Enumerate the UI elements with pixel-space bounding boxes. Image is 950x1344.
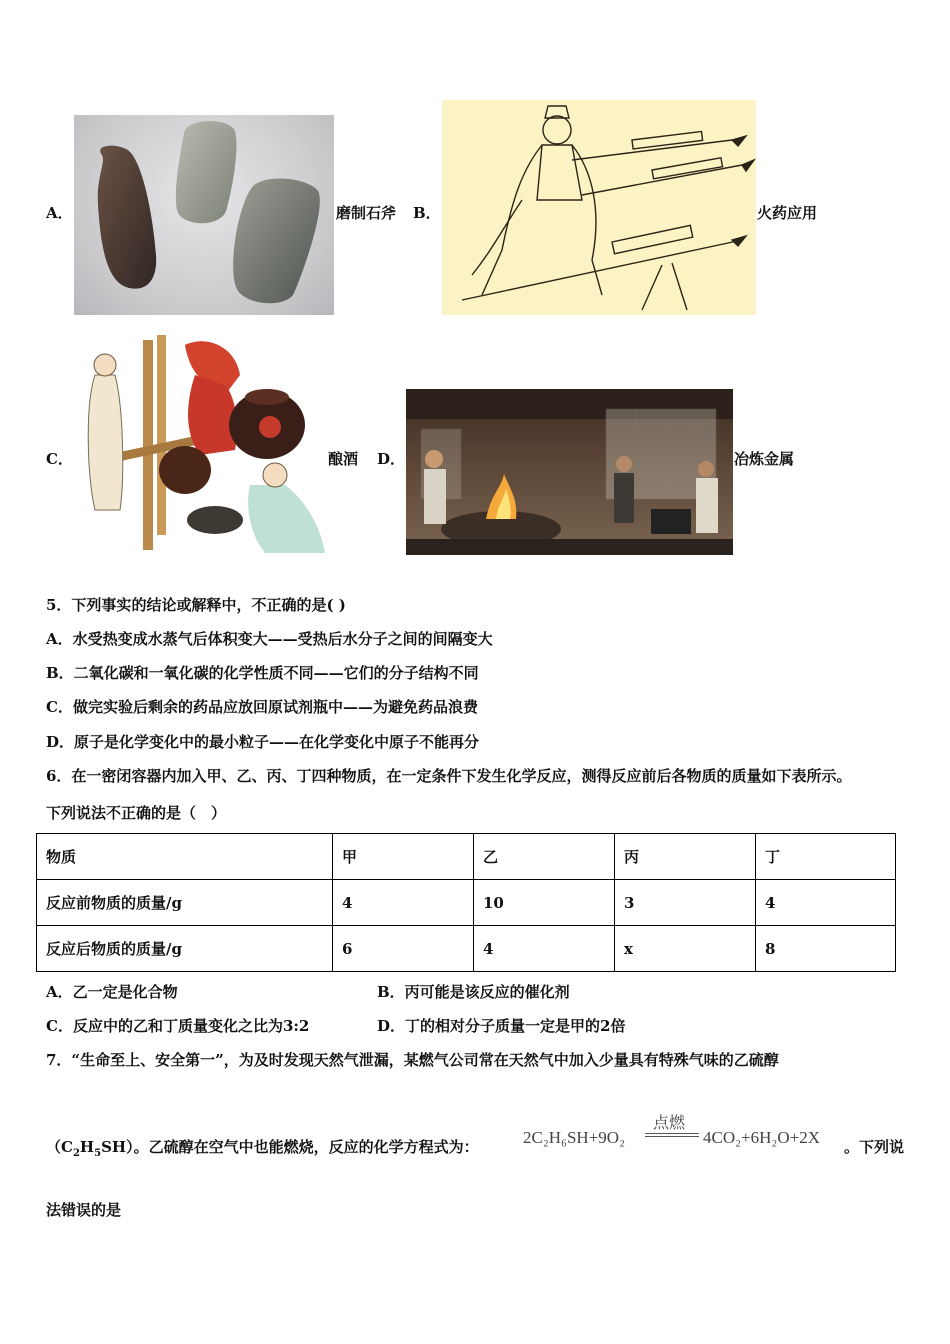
q6-stem-line1: 6．在一密闭容器内加入甲、乙、丙、丁四种物质，在一定条件下发生化学反应，测得反应前后各物质的质量如下表所示。 bbox=[46, 767, 852, 785]
gunpowder-rockets-drawing bbox=[442, 100, 756, 315]
table-cell: 3 bbox=[615, 880, 756, 926]
table-cell: 物质 bbox=[37, 834, 333, 880]
q5-stem: 5．下列事实的结论或解释中，不正确的是( ) bbox=[46, 596, 346, 614]
table-cell: 甲 bbox=[333, 834, 474, 880]
q6-option-c: C．反应中的乙和丁质量变化之比为3:2 bbox=[46, 1017, 310, 1035]
table-row bbox=[37, 926, 896, 972]
q7-stem-line2-text: 。乙硫醇在空气中也能燃烧，反应的化学方程式为： bbox=[133, 1138, 479, 1156]
table-cell: 丁 bbox=[756, 834, 896, 880]
table-cell: 乙 bbox=[474, 834, 615, 880]
metal-smelting-photo bbox=[406, 389, 733, 555]
ethanethiol-formula: $(C_2H_5SH)$ bbox=[46, 1138, 134, 1159]
table-cell: 丙 bbox=[615, 834, 756, 880]
option-b-label: 火药应用 bbox=[757, 204, 818, 222]
option-a-label: 磨制石斧 bbox=[336, 204, 397, 222]
table-cell: x bbox=[615, 926, 756, 972]
q6-option-b: B．丙可能是该反应的催化剂 bbox=[377, 983, 570, 1001]
q5-option-d: D．原子是化学变化中的最小粒子——在化学变化中原子不能再分 bbox=[46, 733, 480, 751]
q6-option-d: D．丁的相对分子质量一定是甲的2倍 bbox=[377, 1017, 626, 1035]
option-b-letter: B． bbox=[413, 204, 441, 222]
q5-option-a: A．水受热变成水蒸气后体积变大——受热后水分子之间的间隔变大 bbox=[46, 630, 493, 648]
table-cell: 8 bbox=[756, 926, 896, 972]
wine-brewing-drawing bbox=[75, 335, 330, 555]
q6-option-a: A．乙一定是化合物 bbox=[46, 983, 178, 1001]
table-cell: 反应后物质的质量/g bbox=[37, 926, 333, 972]
option-d-letter: D． bbox=[377, 450, 406, 468]
q7-stem-line2 bbox=[46, 1136, 479, 1159]
table-header-row bbox=[37, 834, 896, 880]
stone-axes-photo bbox=[74, 115, 334, 315]
option-c-letter: C． bbox=[46, 450, 73, 468]
q6-stem-line2: 下列说法不正确的是（ ） bbox=[46, 804, 227, 822]
table-cell: 反应前物质的质量/g bbox=[37, 880, 333, 926]
table-cell: 6 bbox=[333, 926, 474, 972]
q7-stem-line1: 7．“生命至上、安全第一”，为及时发现天然气泄漏，某燃气公司常在天然气中加入少量具有特殊气味的乙硫醇 bbox=[46, 1051, 779, 1069]
q7-stem-line3: 法错误的是 bbox=[46, 1201, 122, 1219]
q5-option-c: C．做完实验后剩余的药品应放回原试剂瓶中——为避免药品浪费 bbox=[46, 698, 478, 716]
q7-stem-line2-tail: 。下列说 bbox=[844, 1138, 905, 1156]
q5-option-b: B．二氧化碳和一氧化碳的化学性质不同——它们的分子结构不同 bbox=[46, 664, 479, 682]
table-cell: 10 bbox=[474, 880, 615, 926]
table-cell: 4 bbox=[333, 880, 474, 926]
equation-condition: 点燃 bbox=[653, 1115, 686, 1132]
option-a-letter: A． bbox=[46, 204, 73, 222]
mass-table bbox=[36, 833, 896, 972]
table-cell: 4 bbox=[756, 880, 896, 926]
option-c-label: 酿酒 bbox=[328, 450, 359, 468]
equation-left: 2C₂H₆SH+9O₂ bbox=[523, 1128, 625, 1147]
table-row bbox=[37, 880, 896, 926]
combustion-equation bbox=[523, 1112, 843, 1152]
equation-right: 4CO₂+6H₂O+2X bbox=[703, 1128, 820, 1147]
equation-double-line bbox=[645, 1133, 699, 1137]
option-d-label: 冶炼金属 bbox=[734, 450, 795, 468]
table-cell: 4 bbox=[474, 926, 615, 972]
